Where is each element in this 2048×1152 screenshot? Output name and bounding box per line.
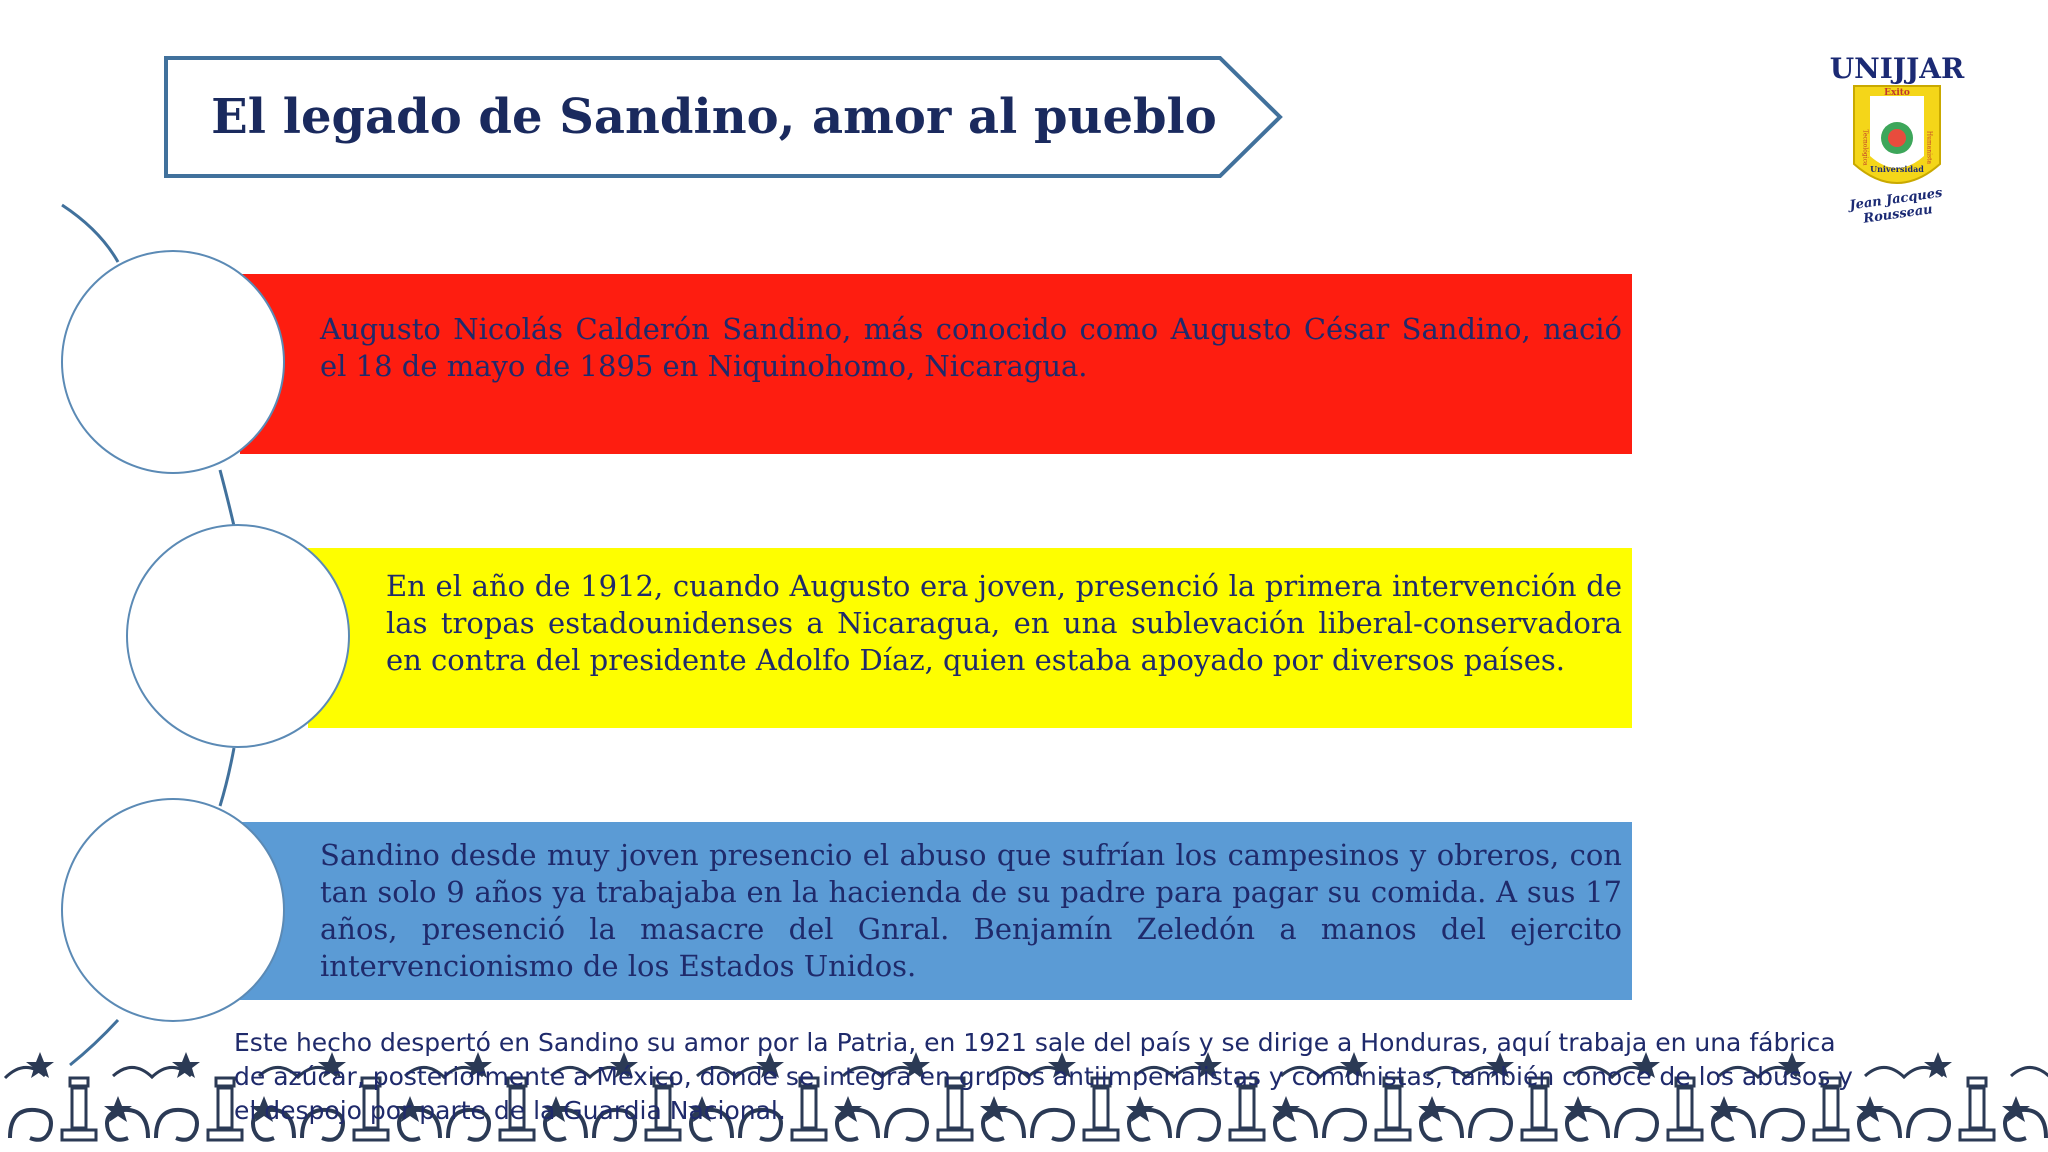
university-logo <box>1818 52 1976 227</box>
timeline-circle-2 <box>126 524 350 748</box>
title-banner <box>164 56 1284 178</box>
timeline-item-3 <box>240 822 1632 1000</box>
timeline-item-1-text: Augusto Nicolás Calderón Sandino, más conocido como Augusto César Sandino, nació el 18 de mayo de 1895 en Niquinohomo, Nicaragua. <box>320 312 1622 383</box>
logo-motto: Exito <box>1884 88 1910 98</box>
logo-name: UNIJJAR <box>1829 52 1965 85</box>
page-title: El legado de Sandino, amor al pueblo <box>211 89 1217 145</box>
timeline-item-3-text: Sandino desde muy joven presencio el abuso que sufrían los campesinos y obreros, con tan solo 9 años ya trabajaba en la hacienda de su padre para pagar su comida. A sus 17 años, presenció la masacre del Gnral. Benjamín Zeledón a manos del ejercito intervencionismo de los Estados Unidos. <box>320 838 1622 983</box>
footer-paragraph: Este hecho despertó en Sandino su amor por la Patria, en 1921 sale del país y se dirige a Honduras, aquí trabaja en una fábrica de azúcar, posteriormente a México, donde se integra en grupos antiimperialistas y comunistas, también conoce de los abusos y el despojo por parte de la Guardia Nacional. <box>234 1028 1853 1125</box>
timeline-circle-3 <box>61 798 285 1022</box>
logo-left-text: Tecnológica <box>1861 129 1869 166</box>
timeline-circle-1 <box>61 250 285 474</box>
logo-university-label: Universidad <box>1870 164 1924 174</box>
timeline-item-2-text: En el año de 1912, cuando Augusto era joven, presenció la primera intervención de las tropas estadounidenses a Nicaragua, en una sublevación liberal-conservadora en contra del presidente Adolfo Díaz, quien estaba apoyado por diversos países. <box>386 568 1622 677</box>
timeline-item-1 <box>240 274 1632 454</box>
logo-right-text: Humanista <box>1925 130 1933 165</box>
logo-subtitle: Jean Jacques Rousseau <box>1848 185 1944 227</box>
timeline-item-2 <box>308 548 1632 728</box>
